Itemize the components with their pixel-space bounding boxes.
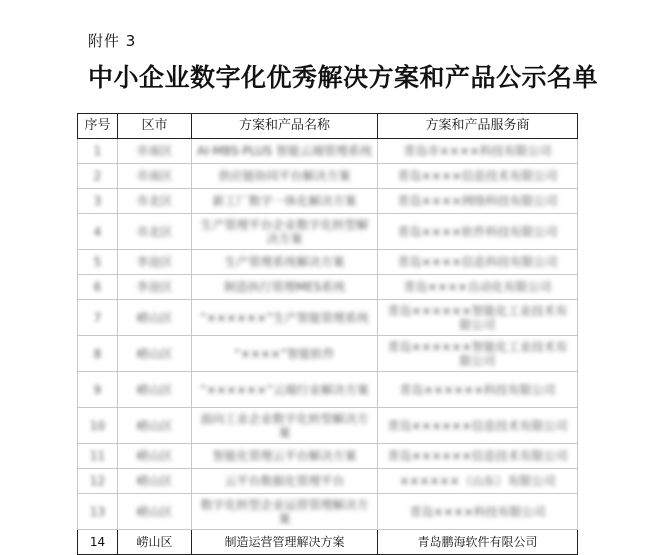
cell-no-text: 7: [93, 310, 102, 325]
cell-vendor-text: 青岛××××××智能化工业技术有限公司: [387, 303, 568, 332]
cell-district-text: 市北区: [136, 224, 173, 239]
cell-no-text: 12: [89, 474, 106, 488]
cell-vendor-text: 青岛××××软件科技有限公司: [397, 224, 558, 239]
column-header-no: 序号: [78, 114, 118, 139]
cell-district: [118, 336, 192, 372]
cell-no: [78, 189, 118, 214]
attachment-label: 附件 3: [88, 32, 137, 50]
cell-no-text: 1: [93, 144, 102, 158]
cell-district: [118, 494, 192, 530]
table-row-blurred: [78, 250, 578, 275]
table-row-blurred: [78, 214, 578, 250]
cell-no-text: 3: [93, 194, 102, 208]
cell-district-text: 市南区: [136, 169, 173, 183]
cell-no: [78, 408, 118, 444]
cell-no: 14: [78, 530, 118, 555]
cell-solution-text: 供应链协同平台解决方案: [218, 169, 351, 183]
cell-district-text: 崂山区: [136, 310, 173, 325]
cell-district: [118, 275, 192, 300]
table-row-blurred: [78, 444, 578, 469]
cell-solution: [192, 336, 378, 372]
cell-solution-text: 智能化管理云平台解决方案: [212, 449, 357, 463]
cell-vendor: [378, 469, 578, 494]
column-header-solution: 方案和产品名称: [192, 114, 378, 139]
cell-district-text: 李沧区: [136, 280, 173, 294]
table-row-blurred: [78, 408, 578, 444]
cell-no: [78, 275, 118, 300]
cell-vendor: [378, 214, 578, 250]
cell-vendor-text: 青岛××××网络科技有限公司: [397, 194, 558, 208]
cell-district: [118, 139, 192, 164]
cell-vendor: [378, 275, 578, 300]
cell-no: [78, 469, 118, 494]
cell-no-text: 9: [93, 382, 102, 397]
cell-solution-text: 面向工业企业数字化转型解决方案: [200, 411, 369, 440]
cell-solution: [192, 300, 378, 336]
table-row-blurred: [78, 372, 578, 408]
cell-solution: [192, 189, 378, 214]
cell-district-text: 崂山区: [136, 346, 173, 361]
cell-district-text: 崂山区: [136, 382, 173, 397]
cell-vendor: [378, 139, 578, 164]
cell-vendor: [378, 300, 578, 336]
cell-district: [118, 469, 192, 494]
cell-solution: [192, 408, 378, 444]
cell-solution-text: “××××××”生产智能管理系统: [200, 310, 369, 325]
cell-no-text: 2: [93, 169, 102, 183]
column-header-vendor: 方案和产品服务商: [378, 114, 578, 139]
cell-no-text: 6: [93, 280, 102, 294]
column-header-district: 区市: [118, 114, 192, 139]
table-row-blurred: [78, 336, 578, 372]
cell-no: [78, 139, 118, 164]
cell-vendor-text: 青岛××××信息技术有限公司: [397, 169, 558, 183]
cell-vendor-text: 青岛××××××科技有限公司: [399, 382, 556, 397]
cell-solution: [192, 469, 378, 494]
cell-no: [78, 214, 118, 250]
cell-vendor: [378, 164, 578, 189]
cell-solution: [192, 214, 378, 250]
cell-district: 崂山区: [118, 530, 192, 555]
cell-district-text: 李沧区: [136, 255, 173, 269]
cell-no-text: 13: [89, 504, 106, 519]
cell-vendor: [378, 250, 578, 275]
cell-vendor-text: 青岛市××××科技有限公司: [403, 144, 552, 158]
cell-solution-text: 数字化转型企业运营管理解决方案: [200, 497, 369, 526]
cell-no-text: 4: [93, 224, 102, 239]
cell-vendor: [378, 408, 578, 444]
table-row-blurred: [78, 494, 578, 530]
cell-solution: [192, 444, 378, 469]
cell-solution: 制造运营管理解决方案: [192, 530, 378, 555]
cell-district: [118, 300, 192, 336]
cell-vendor: [378, 372, 578, 408]
solutions-table: [77, 113, 578, 555]
cell-no-text: 5: [93, 255, 102, 269]
cell-no: [78, 444, 118, 469]
cell-district: [118, 372, 192, 408]
table-row-blurred: [78, 300, 578, 336]
cell-solution: [192, 275, 378, 300]
cell-district: [118, 250, 192, 275]
cell-vendor: [378, 336, 578, 372]
cell-district: [118, 164, 192, 189]
cell-district-text: 崂山区: [136, 474, 173, 488]
cell-vendor-text: 青岛××××科技有限公司: [409, 504, 546, 519]
table-header-row: [78, 114, 578, 139]
table-row-blurred: [78, 139, 578, 164]
cell-vendor: [378, 444, 578, 469]
cell-vendor: [378, 494, 578, 530]
cell-no: [78, 372, 118, 408]
cell-solution-text: “××××”智能软件: [234, 346, 335, 361]
cell-no-text: 11: [89, 449, 106, 463]
cell-district-text: 崂山区: [136, 449, 173, 463]
cell-vendor-text: 青岛××××××信息技术有限公司: [387, 449, 568, 463]
cell-district: [118, 189, 192, 214]
cell-no: [78, 494, 118, 530]
cell-vendor-text: 青岛××××××智能化工业技术有限公司: [387, 339, 568, 368]
cell-no: [78, 250, 118, 275]
table-body: [78, 139, 578, 530]
cell-district: [118, 408, 192, 444]
cell-vendor-text: 青岛××××××信息技术有限公司: [387, 418, 568, 433]
cell-district: [118, 214, 192, 250]
table-row-blurred: [78, 164, 578, 189]
cell-district-text: 市南区: [136, 144, 173, 158]
table-row-blurred: [78, 275, 578, 300]
cell-solution-text: 新工厂数字一体化解决方案: [212, 194, 357, 208]
table-row-blurred: [78, 469, 578, 494]
cell-solution: [192, 139, 378, 164]
document-title: 中小企业数字化优秀解决方案和产品公示名单: [88, 63, 599, 92]
cell-district-text: 崂山区: [136, 504, 173, 519]
cell-vendor: 青岛鹏海软件有限公司: [378, 530, 578, 555]
table-row: [78, 530, 578, 555]
cell-vendor-text: 青岛××××自动化有限公司: [403, 280, 552, 294]
cell-no: [78, 164, 118, 189]
cell-solution-text: “××××××”云端行业解决方案: [200, 382, 369, 397]
cell-solution-text: 生产管理平台企业数字化转型解决方案: [200, 217, 369, 246]
cell-vendor-text: 青岛××××信息科技有限公司: [397, 255, 558, 269]
cell-no: [78, 336, 118, 372]
cell-solution: [192, 372, 378, 408]
cell-solution-text: 生产管理系统解决方案: [224, 255, 345, 269]
cell-district-text: 崂山区: [136, 418, 173, 433]
cell-solution-text: 云平台数据化管理平台: [224, 474, 345, 488]
cell-solution: [192, 250, 378, 275]
cell-district: [118, 444, 192, 469]
cell-solution-text: AI·MBS·PLUS 智能云端管理系统: [197, 144, 372, 158]
cell-vendor-text: ××××××（山东）有限公司: [399, 474, 556, 488]
table-row-blurred: [78, 189, 578, 214]
cell-no-text: 8: [93, 346, 102, 361]
cell-solution: [192, 164, 378, 189]
cell-no-text: 10: [89, 418, 106, 433]
cell-solution: [192, 494, 378, 530]
cell-no: [78, 300, 118, 336]
cell-district-text: 市北区: [136, 194, 173, 208]
cell-vendor: [378, 189, 578, 214]
cell-solution-text: 制造执行管理MES系统: [223, 280, 346, 294]
